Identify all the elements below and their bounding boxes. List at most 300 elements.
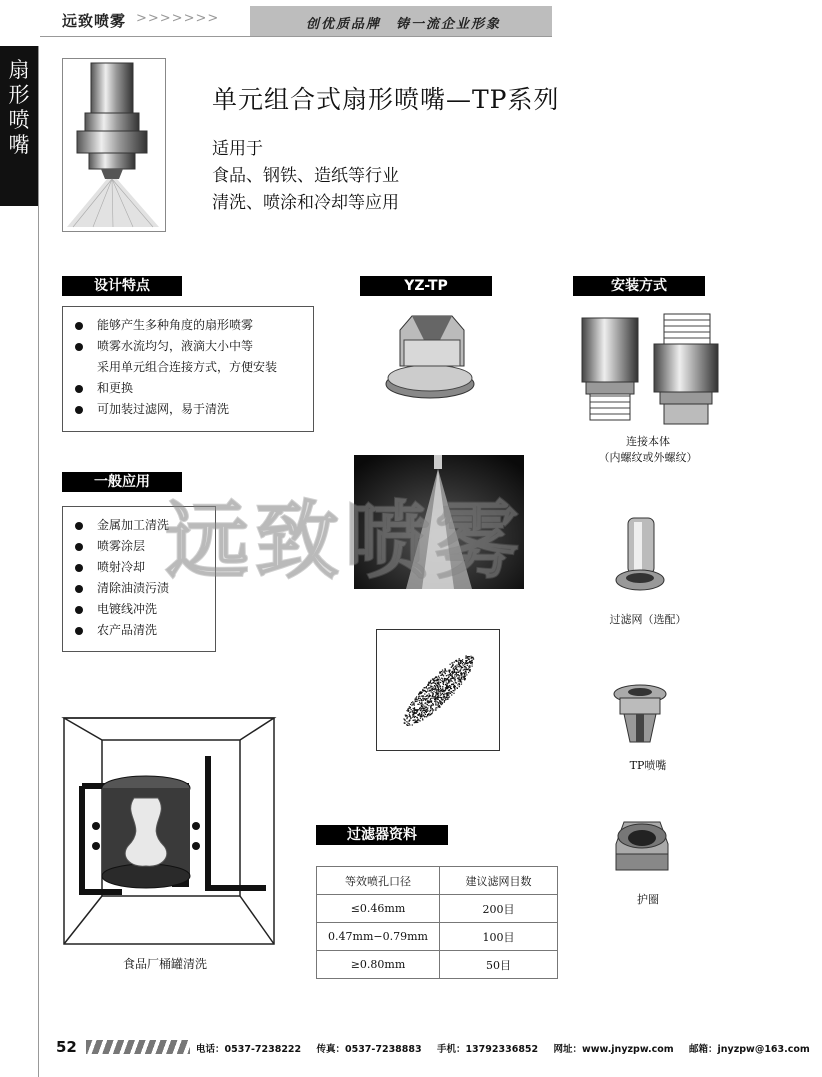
scatter-dot: [433, 682, 434, 683]
filter-screen-photo: [612, 514, 668, 600]
scatter-dot: [458, 679, 459, 680]
scatter-dot: [462, 679, 463, 680]
scatter-dot: [445, 680, 446, 681]
scatter-dot: [455, 668, 456, 669]
scatter-dot: [434, 701, 435, 702]
scatter-dot: [414, 705, 415, 706]
footer-phone: 电话：0537-7238222: [196, 1044, 302, 1055]
scatter-dot: [430, 710, 431, 711]
application-item: 电镀线冲洗: [63, 599, 215, 620]
scatter-dot: [441, 678, 442, 679]
scatter-dot: [444, 700, 445, 701]
side-category-char: 扇: [8, 58, 30, 82]
scatter-dot: [454, 688, 455, 689]
scatter-dot: [462, 676, 463, 677]
bullet-icon: [75, 522, 83, 530]
scatter-dot: [422, 707, 423, 708]
scatter-dot: [446, 682, 447, 683]
table-cell: 50目: [440, 951, 558, 979]
scatter-dot: [417, 709, 418, 710]
feature-item: 采用单元组合连接方式，方便安装: [97, 360, 278, 374]
scatter-dot: [458, 666, 459, 667]
scatter-dot: [437, 689, 438, 690]
scatter-dot: [427, 700, 428, 701]
footer-fax: 传真：0537-7238883: [316, 1044, 422, 1055]
scatter-dot: [452, 684, 453, 685]
tp-nozzle-tip-photo: [382, 306, 478, 402]
scatter-dot: [444, 680, 445, 681]
scatter-dot: [460, 670, 461, 671]
scatter-dot: [447, 698, 448, 699]
design-features-heading: 设计特点: [62, 276, 182, 296]
scatter-dot: [450, 675, 451, 676]
scatter-dot: [450, 673, 451, 674]
scatter-dot: [421, 705, 422, 706]
scatter-dot: [439, 707, 440, 708]
scatter-dot: [414, 716, 415, 717]
scatter-dot: [421, 716, 422, 717]
spray-distribution-plot: [376, 629, 500, 751]
scatter-dot: [435, 709, 436, 710]
feature-item: 喷雾水流均匀，液滴大小中等: [63, 336, 313, 357]
scatter-dot: [448, 686, 449, 687]
scatter-dot: [412, 714, 413, 715]
footer-mobile: 手机：13792336852: [436, 1044, 539, 1055]
scatter-dot: [458, 663, 459, 664]
scatter-dot: [464, 672, 465, 673]
footer-website[interactable]: 网址：www.jnyzpw.com: [553, 1044, 674, 1055]
scatter-dot: [459, 680, 460, 681]
scatter-dot: [418, 698, 419, 699]
scatter-dot: [448, 680, 449, 681]
scatter-dot: [469, 671, 470, 672]
scatter-dot: [435, 695, 436, 696]
scatter-dot: [437, 701, 438, 702]
scatter-dot: [409, 724, 410, 725]
scatter-dot: [442, 673, 443, 674]
scatter-dot: [425, 714, 426, 715]
scatter-dot: [437, 705, 438, 706]
scatter-dot: [453, 667, 454, 668]
scatter-dot: [444, 702, 445, 703]
scatter-dot: [462, 659, 463, 660]
scatter-dot: [451, 694, 452, 695]
scatter-dot: [441, 689, 442, 690]
scatter-dot: [469, 656, 470, 657]
scatter-dot: [455, 674, 456, 675]
scatter-dot: [427, 691, 428, 692]
scatter-dot: [435, 698, 436, 699]
scatter-dot: [446, 675, 447, 676]
scatter-dot: [435, 692, 436, 693]
filter-data-heading: 过滤器资料: [316, 825, 448, 845]
scatter-dot: [446, 679, 447, 680]
scatter-dot: [409, 716, 410, 717]
scatter-dot: [433, 696, 434, 697]
scatter-dot: [440, 679, 441, 680]
application-item: 农产品清洗: [63, 620, 215, 641]
scatter-dot: [470, 656, 471, 657]
scatter-dot: [431, 705, 432, 706]
scatter-dot: [462, 661, 463, 662]
scatter-dot: [437, 678, 438, 679]
bullet-icon: [75, 343, 83, 351]
scatter-dot: [425, 699, 426, 700]
scatter-dot: [433, 689, 434, 690]
tp-nozzle-caption: TP喷嘴: [629, 759, 667, 772]
scatter-dot: [455, 682, 456, 683]
scatter-dot: [444, 671, 445, 672]
scatter-dot: [424, 687, 425, 688]
scatter-dot: [422, 718, 423, 719]
scatter-dot: [443, 697, 444, 698]
scatter-dot: [422, 704, 423, 705]
scatter-dot: [426, 698, 427, 699]
bullet-icon: [75, 385, 83, 393]
scatter-dot: [438, 694, 439, 695]
scatter-dot: [451, 662, 452, 663]
scatter-dot: [458, 681, 459, 682]
scatter-dot: [437, 685, 438, 686]
scatter-dot: [418, 696, 419, 697]
scatter-dot: [439, 672, 440, 673]
scatter-dot: [428, 693, 429, 694]
scatter-dot: [471, 660, 472, 661]
scatter-dot: [409, 721, 410, 722]
scatter-dot: [472, 657, 473, 658]
scatter-dot: [419, 702, 420, 703]
scatter-dot: [438, 692, 439, 693]
scatter-dot: [461, 675, 462, 676]
scatter-dot: [449, 672, 450, 673]
scatter-dot: [433, 697, 434, 698]
application-description: [212, 136, 399, 217]
scatter-dot: [409, 712, 410, 713]
scatter-dot: [412, 701, 413, 702]
scatter-dot: [463, 670, 464, 671]
scatter-dot: [427, 709, 428, 710]
scatter-dot: [444, 672, 445, 673]
scatter-dot: [472, 663, 473, 664]
scatter-dot: [465, 662, 466, 663]
application-item: 清除油渍污渍: [63, 578, 215, 599]
scatter-dot: [435, 686, 436, 687]
table-cell: ≤0.46mm: [317, 895, 440, 923]
scatter-dot: [421, 696, 422, 697]
scatter-dot: [421, 699, 422, 700]
scatter-dot: [456, 665, 457, 666]
scatter-dot: [425, 707, 426, 708]
scatter-dot: [443, 684, 444, 685]
scatter-dot: [416, 696, 417, 697]
scatter-dot: [421, 714, 422, 715]
scatter-dot: [443, 691, 444, 692]
scatter-dot: [462, 663, 463, 664]
scatter-dot: [425, 696, 426, 697]
scatter-dot: [419, 708, 420, 709]
scatter-dot: [469, 665, 470, 666]
feature-item: 可加装过滤网，易于清洗: [63, 399, 313, 420]
scatter-dot: [404, 723, 405, 724]
scatter-dot: [407, 717, 408, 718]
scatter-dot: [449, 692, 450, 693]
side-category-tab: [0, 46, 38, 206]
scatter-dot: [448, 682, 449, 683]
scatter-dot: [447, 683, 448, 684]
scatter-dot: [459, 666, 460, 667]
design-features-list: [63, 315, 313, 420]
model-heading: YZ-TP: [360, 276, 492, 296]
scatter-dot: [451, 691, 452, 692]
scatter-dot: [433, 687, 434, 688]
scatter-dot: [435, 708, 436, 709]
scatter-dot: [440, 703, 441, 704]
scatter-dot: [422, 698, 423, 699]
scatter-dot: [454, 669, 455, 670]
scatter-dot: [465, 669, 466, 670]
scatter-dot: [459, 659, 460, 660]
scatter-dot: [448, 687, 449, 688]
side-divider: [38, 46, 39, 1077]
footer-email[interactable]: 邮箱：jnyzpw@163.com: [689, 1044, 810, 1055]
scatter-dot: [411, 702, 412, 703]
scatter-dot: [422, 710, 423, 711]
scatter-dot: [427, 702, 428, 703]
scatter-dot: [416, 712, 417, 713]
scatter-dot: [432, 692, 433, 693]
bullet-icon: [75, 627, 83, 635]
scatter-dot: [439, 705, 440, 706]
scatter-dot: [424, 693, 425, 694]
table-row: [317, 895, 558, 923]
header-divider: [40, 36, 552, 37]
scatter-dot: [437, 683, 438, 684]
side-category-text: [0, 58, 38, 158]
scatter-dot: [458, 660, 459, 661]
scatter-dot: [439, 691, 440, 692]
scatter-dot: [427, 707, 428, 708]
scatter-dot: [466, 657, 467, 658]
scatter-dot: [460, 661, 461, 662]
scatter-dot: [441, 680, 442, 681]
scatter-dot: [430, 699, 431, 700]
scatter-dot: [425, 716, 426, 717]
scatter-dot: [436, 680, 437, 681]
scatter-dot: [419, 700, 420, 701]
scatter-dot: [416, 710, 417, 711]
scatter-dot: [430, 681, 431, 682]
scatter-dot: [423, 700, 424, 701]
scatter-dot: [452, 671, 453, 672]
scatter-dot: [419, 713, 420, 714]
scatter-dot: [410, 716, 411, 717]
scatter-dot: [428, 696, 429, 697]
bullet-icon: [75, 406, 83, 414]
table-cell: ≥0.80mm: [317, 951, 440, 979]
table-cell: 0.47mm−0.79mm: [317, 923, 440, 951]
bullet-icon: [75, 543, 83, 551]
scatter-dot: [421, 708, 422, 709]
scatter-dot: [433, 691, 434, 692]
header-brand: 远致喷雾: [62, 12, 127, 30]
scatter-dot: [465, 658, 466, 659]
scatter-dot: [428, 684, 429, 685]
scatter-dot: [451, 688, 452, 689]
scatter-dot: [438, 681, 439, 682]
scatter-dot: [456, 675, 457, 676]
connector-body-photo: [578, 310, 718, 430]
scatter-dot: [457, 684, 458, 685]
column-header: 建议滤网目数: [440, 867, 558, 895]
scatter-dot: [451, 667, 452, 668]
scatter-dot: [432, 709, 433, 710]
scatter-dot: [447, 675, 448, 676]
scatter-dot: [415, 716, 416, 717]
application-item: 喷雾涂层: [63, 536, 215, 557]
scatter-dot: [425, 687, 426, 688]
scatter-dot: [469, 667, 470, 668]
scatter-dot: [436, 689, 437, 690]
scatter-dot: [436, 691, 437, 692]
scatter-dot: [442, 688, 443, 689]
scatter-dot: [462, 667, 463, 668]
scatter-dot: [464, 664, 465, 665]
scatter-dot: [441, 704, 442, 705]
scatter-dot: [445, 689, 446, 690]
scatter-dot: [424, 708, 425, 709]
scatter-dot: [446, 699, 447, 700]
application-item: 金属加工清洗: [63, 515, 215, 536]
scatter-dot: [446, 693, 447, 694]
description-line: 食品、钢铁、造纸等行业: [212, 166, 399, 186]
bullet-icon: [75, 606, 83, 614]
scatter-dot: [446, 671, 447, 672]
filter-screen-caption: 过滤网（选配）: [609, 613, 687, 626]
scatter-dot: [410, 704, 411, 705]
scatter-dot: [460, 663, 461, 664]
scatter-dot: [428, 705, 429, 706]
scatter-dot: [424, 712, 425, 713]
scatter-dot: [407, 723, 408, 724]
scatter-dot: [412, 724, 413, 725]
scatter-dot: [450, 687, 451, 688]
bullet-icon: [75, 585, 83, 593]
scatter-dot: [431, 698, 432, 699]
spray-distribution-scatter: [377, 630, 499, 750]
scatter-dot: [418, 694, 419, 695]
scatter-dot: [461, 682, 462, 683]
scatter-dot: [469, 661, 470, 662]
scatter-dot: [440, 693, 441, 694]
scatter-dot: [471, 657, 472, 658]
scatter-dot: [435, 683, 436, 684]
scatter-dot: [440, 695, 441, 696]
scatter-dot: [463, 677, 464, 678]
scatter-dot: [421, 703, 422, 704]
scatter-dot: [464, 673, 465, 674]
scatter-dot: [449, 696, 450, 697]
scatter-dot: [420, 718, 421, 719]
description-line: 清洗、喷涂和冷却等应用: [212, 193, 399, 213]
scatter-dot: [464, 679, 465, 680]
column-header: 等效喷孔口径: [317, 867, 440, 895]
scatter-dot: [449, 670, 450, 671]
scatter-dot: [436, 697, 437, 698]
scatter-dot: [409, 714, 410, 715]
scatter-dot: [470, 663, 471, 664]
scatter-dot: [442, 699, 443, 700]
scatter-dot: [423, 708, 424, 709]
scatter-dot: [412, 717, 413, 718]
installation-heading: 安装方式: [573, 276, 705, 296]
design-features-box: [62, 306, 314, 432]
scatter-dot: [405, 715, 406, 716]
scatter-dot: [447, 692, 448, 693]
scatter-dot: [438, 676, 439, 677]
scatter-dot: [440, 688, 441, 689]
scatter-dot: [449, 689, 450, 690]
scatter-dot: [429, 690, 430, 691]
scatter-dot: [408, 711, 409, 712]
scatter-dot: [450, 664, 451, 665]
scatter-dot: [460, 660, 461, 661]
scatter-dot: [415, 719, 416, 720]
scatter-dot: [426, 716, 427, 717]
scatter-dot: [467, 665, 468, 666]
scatter-dot: [429, 701, 430, 702]
scatter-dot: [428, 697, 429, 698]
scatter-dot: [456, 661, 457, 662]
scatter-dot: [441, 691, 442, 692]
scatter-dot: [462, 673, 463, 674]
scatter-dot: [450, 686, 451, 687]
scatter-dot: [417, 722, 418, 723]
scatter-dot: [428, 682, 429, 683]
scatter-dot: [432, 678, 433, 679]
scatter-dot: [448, 694, 449, 695]
scatter-dot: [450, 678, 451, 679]
scatter-dot: [442, 693, 443, 694]
scatter-dot: [432, 696, 433, 697]
scatter-dot: [420, 698, 421, 699]
scatter-dot: [415, 701, 416, 702]
scatter-dot: [439, 686, 440, 687]
scatter-dot: [450, 693, 451, 694]
scatter-dot: [437, 687, 438, 688]
scatter-dot: [426, 704, 427, 705]
scatter-dot: [459, 686, 460, 687]
scatter-dot: [465, 671, 466, 672]
scatter-dot: [429, 711, 430, 712]
scatter-dot: [422, 706, 423, 707]
description-line: 适用于: [212, 139, 263, 159]
brand-watermark: 远致喷雾: [165, 492, 526, 590]
scatter-dot: [463, 665, 464, 666]
scatter-dot: [460, 672, 461, 673]
scatter-dot: [428, 702, 429, 703]
scatter-dot: [419, 693, 420, 694]
scatter-dot: [468, 672, 469, 673]
scatter-dot: [438, 697, 439, 698]
scatter-dot: [407, 709, 408, 710]
scatter-dot: [412, 712, 413, 713]
scatter-dot: [434, 680, 435, 681]
scatter-dot: [406, 715, 407, 716]
bullet-icon: [75, 564, 83, 572]
scatter-dot: [420, 720, 421, 721]
scatter-dot: [429, 687, 430, 688]
scatter-dot: [430, 687, 431, 688]
